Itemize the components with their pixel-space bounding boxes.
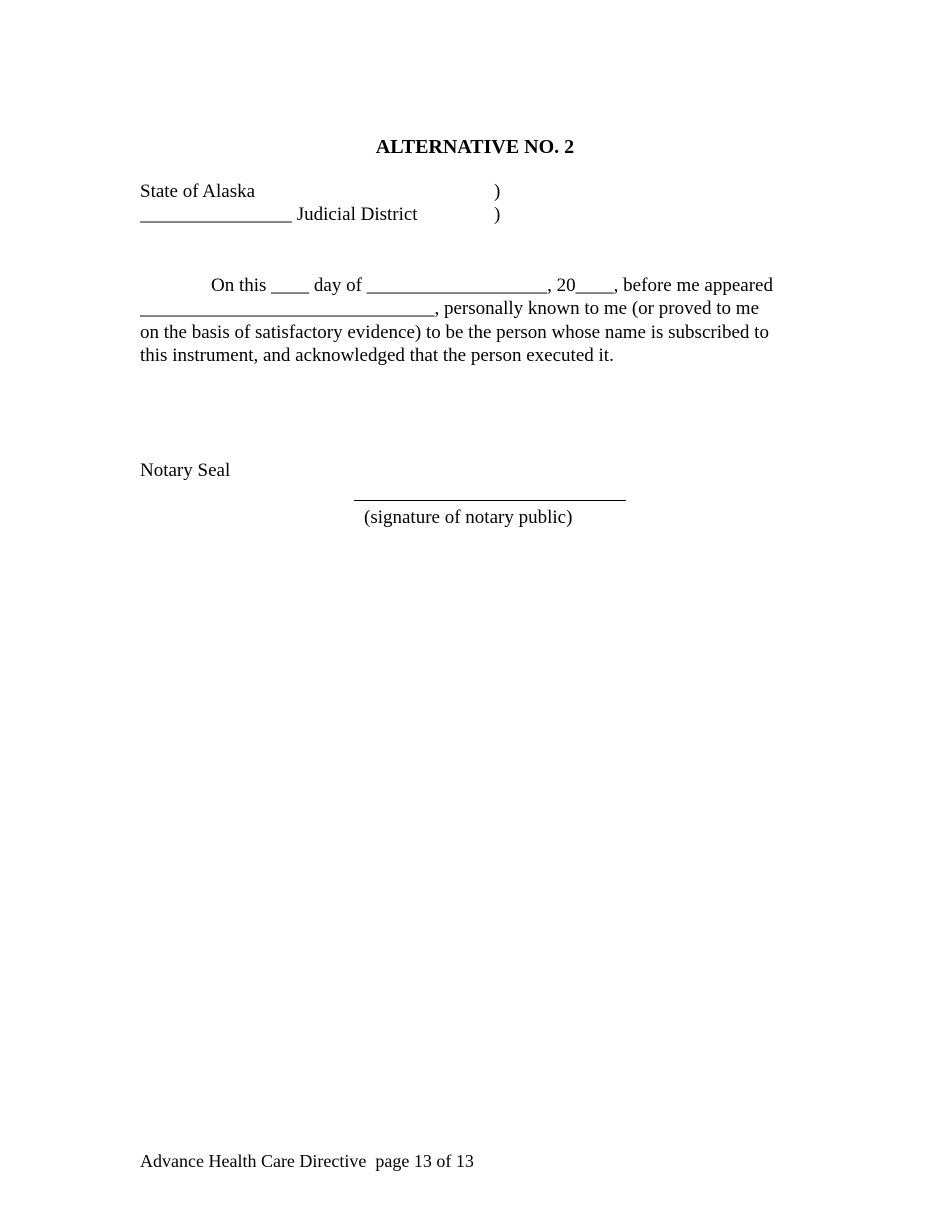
venue-district-text: ________________ Judicial District (140, 204, 418, 225)
acknowledgment-line: _______________________________, personally known to me (or proved to me (140, 298, 760, 320)
venue-state-row (140, 180, 540, 203)
acknowledgment-line: on the basis of satisfactory evidence) to be the person whose name is subscribed to (140, 321, 769, 343)
venue-block (140, 180, 540, 226)
page-footer: Advance Health Care Directive page 13 of 13 (140, 1151, 474, 1171)
venue-district-row (140, 203, 540, 226)
signature-caption: (signature of notary public) (364, 507, 573, 528)
acknowledgment-line: On this ____ day of ___________________, 20____, before me appeared (211, 275, 773, 296)
venue-state-text: State of Alaska (140, 181, 256, 202)
page-title: ALTERNATIVE NO. 2 (375, 136, 575, 158)
acknowledgment-line: this instrument, and acknowledged that the person executed it. (140, 344, 614, 366)
venue-state-paren: ) (494, 181, 501, 202)
acknowledgment-paragraph (140, 274, 812, 367)
venue-district-paren: ) (494, 204, 501, 225)
signature-line (354, 500, 626, 501)
notary-seal-label: Notary Seal (140, 460, 231, 481)
